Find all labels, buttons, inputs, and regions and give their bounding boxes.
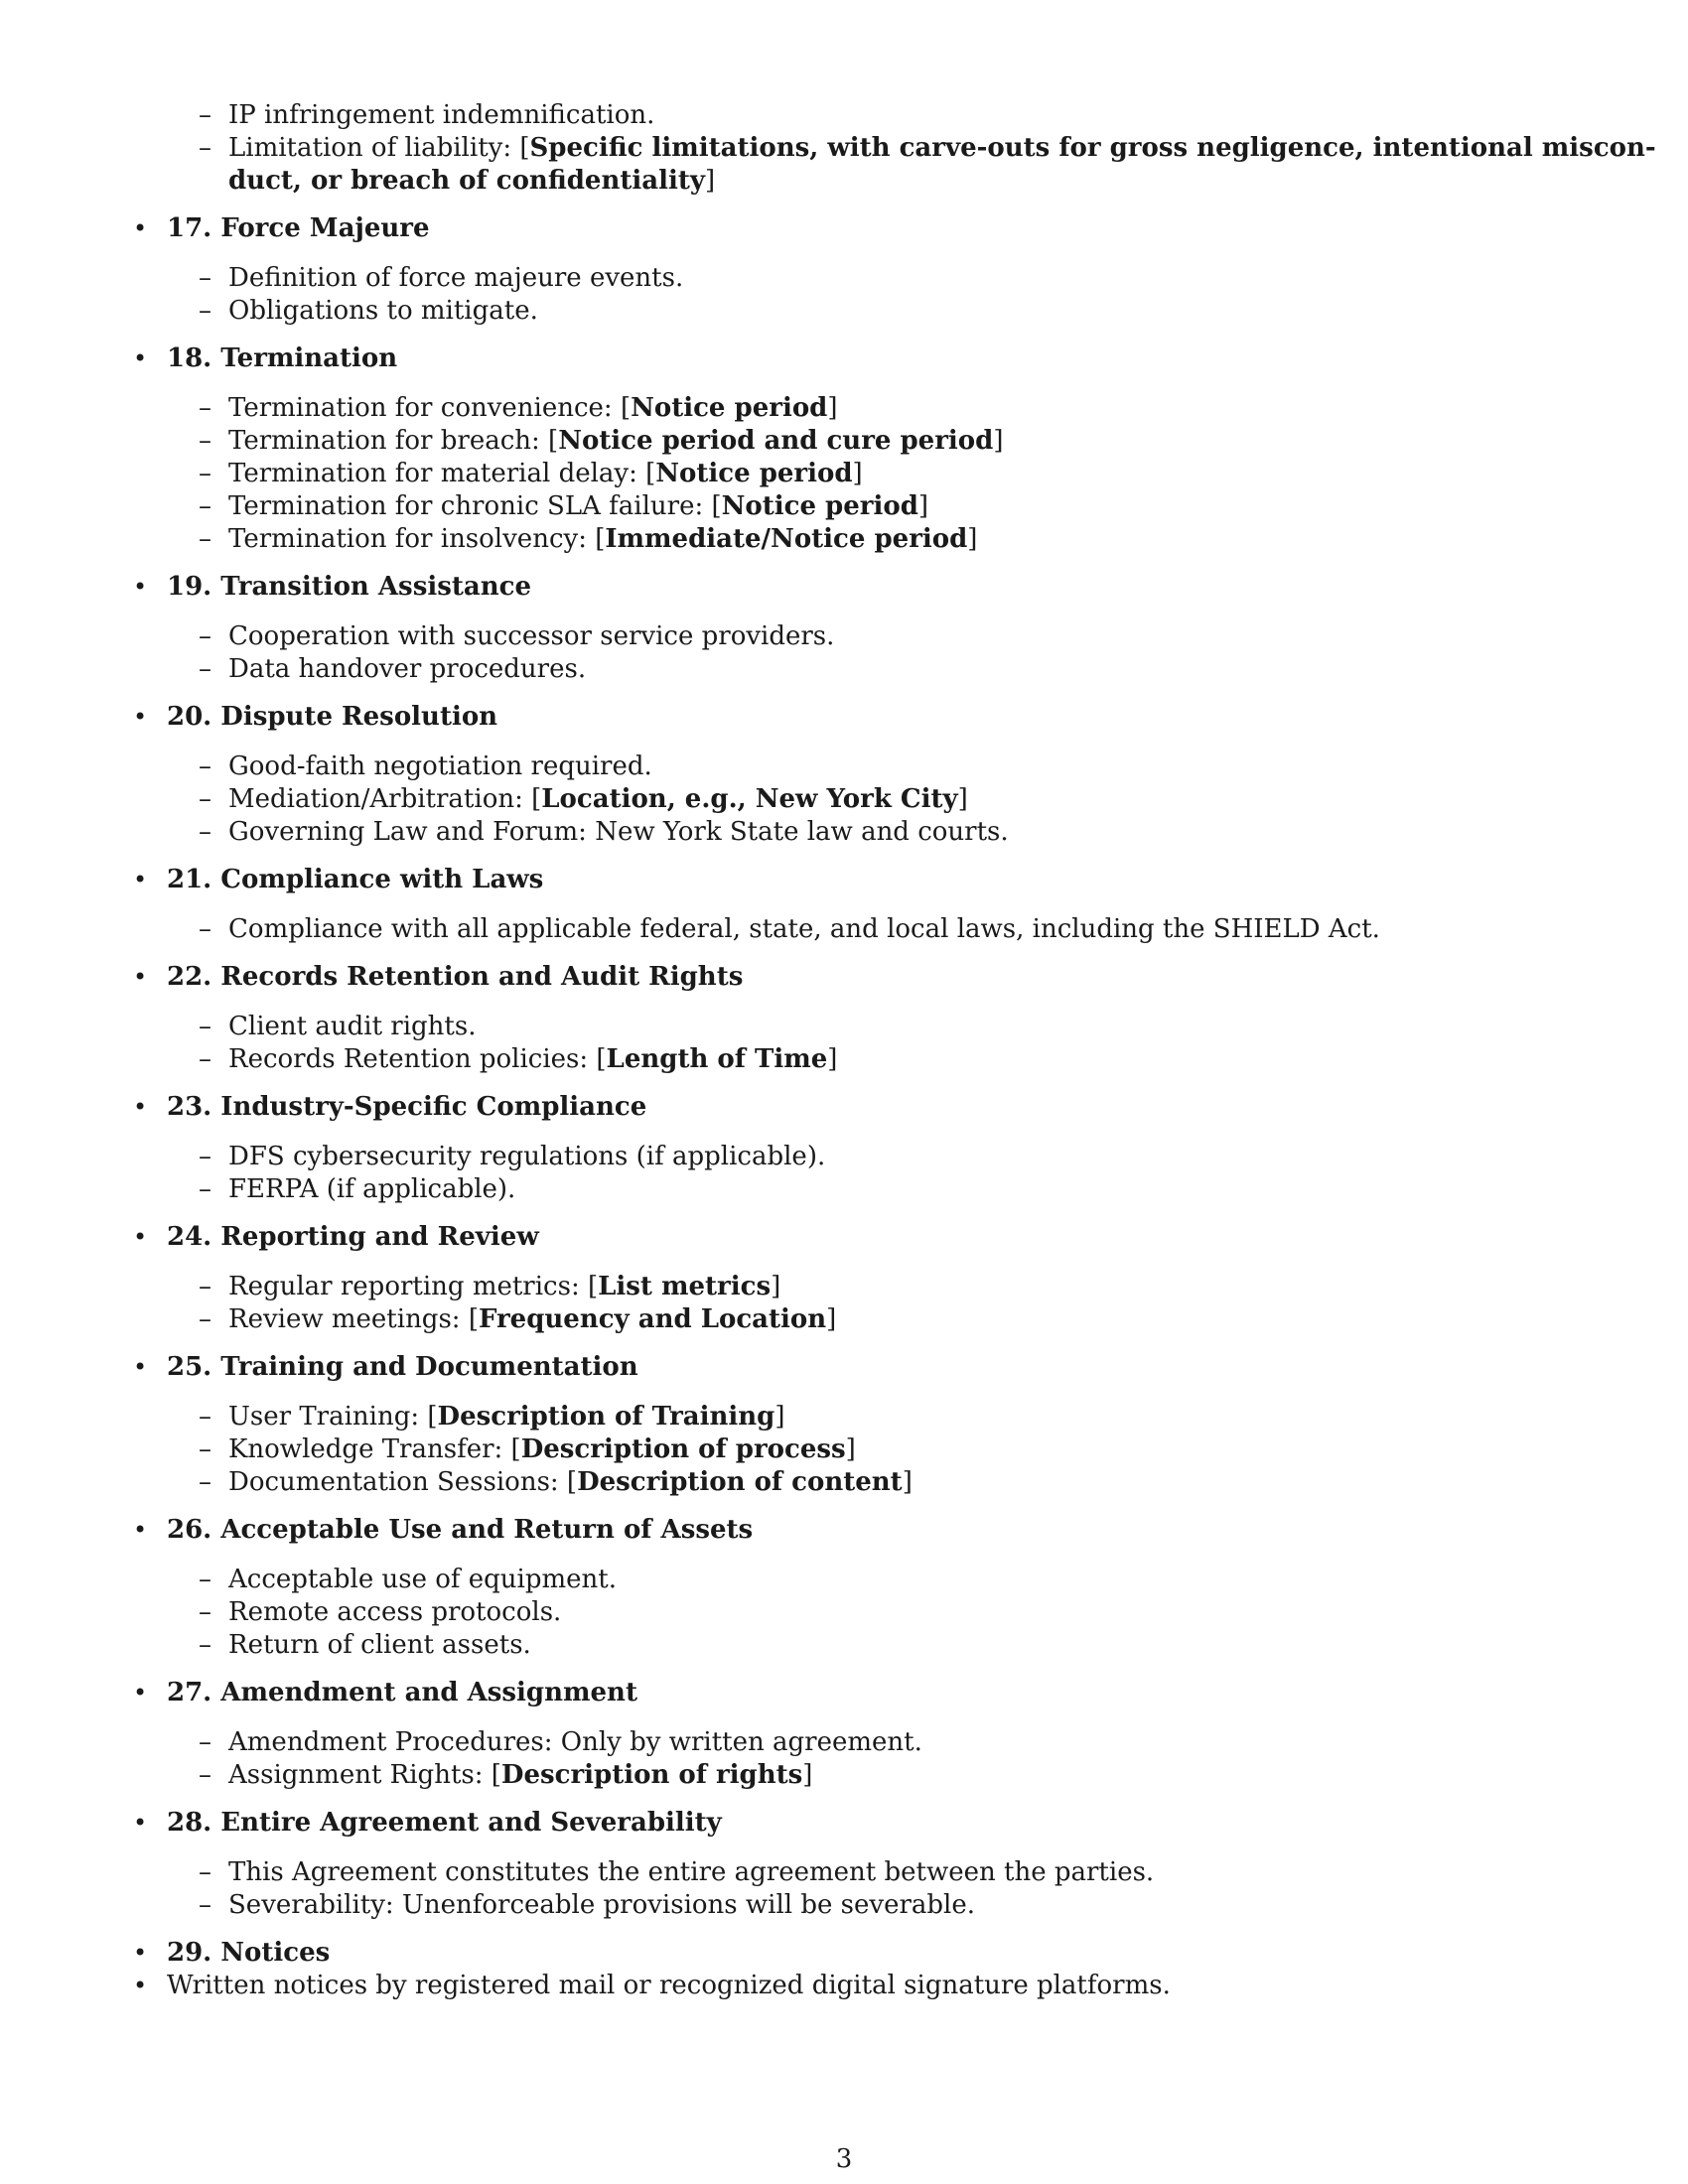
dash-bullet: –: [199, 1597, 211, 1627]
placeholder-text: Description of rights: [500, 1760, 803, 1790]
dash-bullet: –: [199, 1142, 211, 1171]
dash-bullet: –: [199, 1630, 211, 1660]
section-title: 29. Notices: [167, 1938, 331, 1968]
item-prefix: Termination for breach: [: [228, 426, 559, 456]
item-plain-text: Obligations to mitigate.: [228, 296, 538, 326]
placeholder-text: Notice period and cure period: [558, 426, 994, 456]
section-title: 19. Transition Assistance: [167, 572, 531, 602]
item-text: [228, 262, 683, 295]
item-text: [228, 490, 928, 523]
placeholder-text: Length of Time: [606, 1044, 828, 1074]
item-suffix: ]: [852, 459, 863, 488]
item-plain-text: FERPA (if applicable).: [228, 1174, 516, 1204]
dash-bullet: –: [199, 1565, 211, 1594]
item-text: [228, 99, 654, 132]
section-title: 17. Force Majeure: [167, 213, 430, 243]
item-plain-text: DFS cybersecurity regulations (if applicable).: [228, 1142, 826, 1171]
item-prefix: Documentation Sessions: [: [228, 1467, 578, 1497]
item-text: [228, 751, 652, 783]
item-plain-text: Governing Law and Forum: New York State law and courts.: [228, 817, 1009, 847]
item-text: [228, 913, 1380, 946]
item-prefix: Records Retention policies: [: [228, 1044, 607, 1074]
item-text: [228, 392, 838, 425]
item-prefix: Knowledge Transfer: [: [228, 1434, 521, 1464]
item-suffix: ]: [826, 1304, 837, 1334]
dash-bullet: –: [199, 263, 211, 293]
item-text: [228, 1043, 837, 1076]
dash-bullet: –: [199, 296, 211, 326]
dash-bullet: –: [199, 1727, 211, 1757]
item-text: [228, 1889, 975, 1922]
placeholder-text: duct, or breach of confidentiality: [228, 166, 705, 196]
item-text: [228, 1401, 785, 1433]
item-prefix: Regular reporting metrics: [: [228, 1272, 599, 1301]
item-text: [228, 295, 538, 328]
trailing-bullet-text: Written notices by registered mail or recognized digital signature platforms.: [167, 1971, 1171, 2000]
item-prefix: User Training: [: [228, 1402, 438, 1432]
bullet-icon: •: [133, 1093, 148, 1121]
placeholder-text: Frequency and Location: [478, 1304, 827, 1334]
dash-bullet: –: [199, 1890, 211, 1920]
dash-bullet: –: [199, 621, 211, 651]
item-plain-text: Good-faith negotiation required.: [228, 751, 652, 781]
bullet-icon: •: [133, 1809, 148, 1837]
dash-bullet: –: [199, 1760, 211, 1790]
item-plain-text: Remote access protocols.: [228, 1597, 562, 1627]
item-plain-text: IP infringement indemnification.: [228, 100, 655, 130]
item-text: [228, 1759, 812, 1792]
bullet-icon: •: [133, 573, 148, 601]
item-prefix: Termination for material delay: [: [228, 459, 656, 488]
item-suffix: ]: [771, 1272, 781, 1301]
item-suffix: ]: [967, 524, 978, 554]
bullet-icon: •: [133, 214, 148, 242]
item-text: [228, 1271, 780, 1303]
dash-bullet: –: [199, 1304, 211, 1334]
item-text: [228, 783, 968, 816]
placeholder-text: Description of content: [577, 1467, 903, 1497]
section-title: 28. Entire Agreement and Severability: [167, 1808, 722, 1838]
placeholder-text: Notice period: [631, 393, 828, 423]
item-suffix: ]: [902, 1467, 913, 1497]
item-prefix: Limitation of liability: [: [228, 133, 530, 163]
dash-bullet: –: [199, 817, 211, 847]
section-title: 27. Amendment and Assignment: [167, 1678, 637, 1707]
bullet-icon: •: [133, 963, 148, 991]
dash-bullet: –: [199, 133, 211, 163]
item-suffix: ]: [704, 166, 716, 196]
section-title: 26. Acceptable Use and Return of Assets: [167, 1515, 754, 1545]
item-text-continuation: [228, 165, 715, 198]
item-text: [228, 1564, 617, 1596]
item-prefix: Review meetings: [: [228, 1304, 479, 1334]
section-title: 20. Dispute Resolution: [167, 702, 498, 732]
dash-bullet: –: [199, 914, 211, 944]
item-text: [228, 1856, 1154, 1889]
bullet-icon: •: [133, 703, 148, 731]
item-plain-text: Client audit rights.: [228, 1012, 477, 1041]
item-prefix: Termination for chronic SLA failure: [: [228, 491, 722, 521]
dash-bullet: –: [199, 524, 211, 554]
item-suffix: ]: [993, 426, 1004, 456]
dash-bullet: –: [199, 1434, 211, 1464]
bullet-icon: •: [133, 1516, 148, 1544]
placeholder-text: Description of process: [520, 1434, 846, 1464]
dash-bullet: –: [199, 654, 211, 684]
bullet-icon: •: [133, 1223, 148, 1251]
item-plain-text: Return of client assets.: [228, 1630, 531, 1660]
item-plain-text: Amendment Procedures: Only by written agreement.: [228, 1727, 922, 1757]
bullet-icon: •: [133, 866, 148, 893]
item-prefix: Termination for insolvency: [: [228, 524, 606, 554]
dash-bullet: –: [199, 751, 211, 781]
item-prefix: Assignment Rights: [: [228, 1760, 501, 1790]
item-plain-text: This Agreement constitutes the entire agreement between the parties.: [228, 1857, 1155, 1887]
item-suffix: ]: [802, 1760, 813, 1790]
section-title: 24. Reporting and Review: [167, 1222, 539, 1252]
item-text: [228, 458, 863, 490]
item-prefix: Mediation/Arbitration: [: [228, 784, 542, 814]
bullet-icon: •: [133, 1939, 148, 1967]
dash-bullet: –: [199, 100, 211, 130]
placeholder-text: Notice period: [721, 491, 918, 521]
item-text: [228, 653, 586, 686]
item-suffix: ]: [957, 784, 968, 814]
dash-bullet: –: [199, 1012, 211, 1041]
item-text: [228, 620, 834, 653]
page-number: 3: [835, 2144, 853, 2174]
item-text: [228, 1141, 825, 1173]
section-title: 25. Training and Documentation: [167, 1352, 638, 1382]
item-plain-text: Data handover procedures.: [228, 654, 587, 684]
item-text: [228, 1433, 856, 1466]
item-suffix: ]: [827, 393, 838, 423]
item-plain-text: Definition of force majeure events.: [228, 263, 684, 293]
item-text: [228, 425, 1003, 458]
placeholder-text: Specific limitations, with carve-outs for gross negligence, intentional miscon-: [529, 133, 1656, 163]
item-text: [228, 1726, 922, 1759]
item-suffix: ]: [845, 1434, 856, 1464]
item-text: [228, 1629, 531, 1662]
item-text: [228, 816, 1009, 849]
item-text: [228, 132, 1656, 165]
section-title: 21. Compliance with Laws: [167, 865, 544, 894]
dash-bullet: –: [199, 393, 211, 423]
dash-bullet: –: [199, 1857, 211, 1887]
item-suffix: ]: [827, 1044, 838, 1074]
item-text: [228, 523, 977, 556]
item-text: [228, 1011, 476, 1043]
item-plain-text: Severability: Unenforceable provisions will be severable.: [228, 1890, 976, 1920]
dash-bullet: –: [199, 1402, 211, 1432]
bullet-icon: •: [133, 1353, 148, 1381]
placeholder-text: Notice period: [655, 459, 853, 488]
placeholder-text: Location, e.g., New York City: [541, 784, 958, 814]
dash-bullet: –: [199, 1044, 211, 1074]
dash-bullet: –: [199, 784, 211, 814]
dash-bullet: –: [199, 1174, 211, 1204]
section-title: 22. Records Retention and Audit Rights: [167, 962, 744, 992]
item-suffix: ]: [917, 491, 929, 521]
dash-bullet: –: [199, 1272, 211, 1301]
dash-bullet: –: [199, 491, 211, 521]
item-text: [228, 1596, 561, 1629]
item-plain-text: Compliance with all applicable federal, state, and local laws, including the SHIELD Act.: [228, 914, 1380, 944]
item-text: [228, 1173, 515, 1206]
item-text: [228, 1303, 836, 1336]
item-suffix: ]: [774, 1402, 785, 1432]
dash-bullet: –: [199, 1467, 211, 1497]
placeholder-text: Immediate/Notice period: [605, 524, 968, 554]
item-prefix: Termination for convenience: [: [228, 393, 632, 423]
placeholder-text: Description of Training: [437, 1402, 775, 1432]
item-plain-text: Cooperation with successor service providers.: [228, 621, 835, 651]
section-title: 18. Termination: [167, 343, 398, 373]
bullet-icon: •: [133, 1679, 148, 1706]
dash-bullet: –: [199, 426, 211, 456]
bullet-icon: •: [133, 1972, 148, 1999]
item-text: [228, 1466, 913, 1499]
bullet-icon: •: [133, 344, 148, 372]
item-plain-text: Acceptable use of equipment.: [228, 1565, 618, 1594]
dash-bullet: –: [199, 459, 211, 488]
placeholder-text: List metrics: [598, 1272, 772, 1301]
section-title: 23. Industry-Specific Compliance: [167, 1092, 647, 1122]
